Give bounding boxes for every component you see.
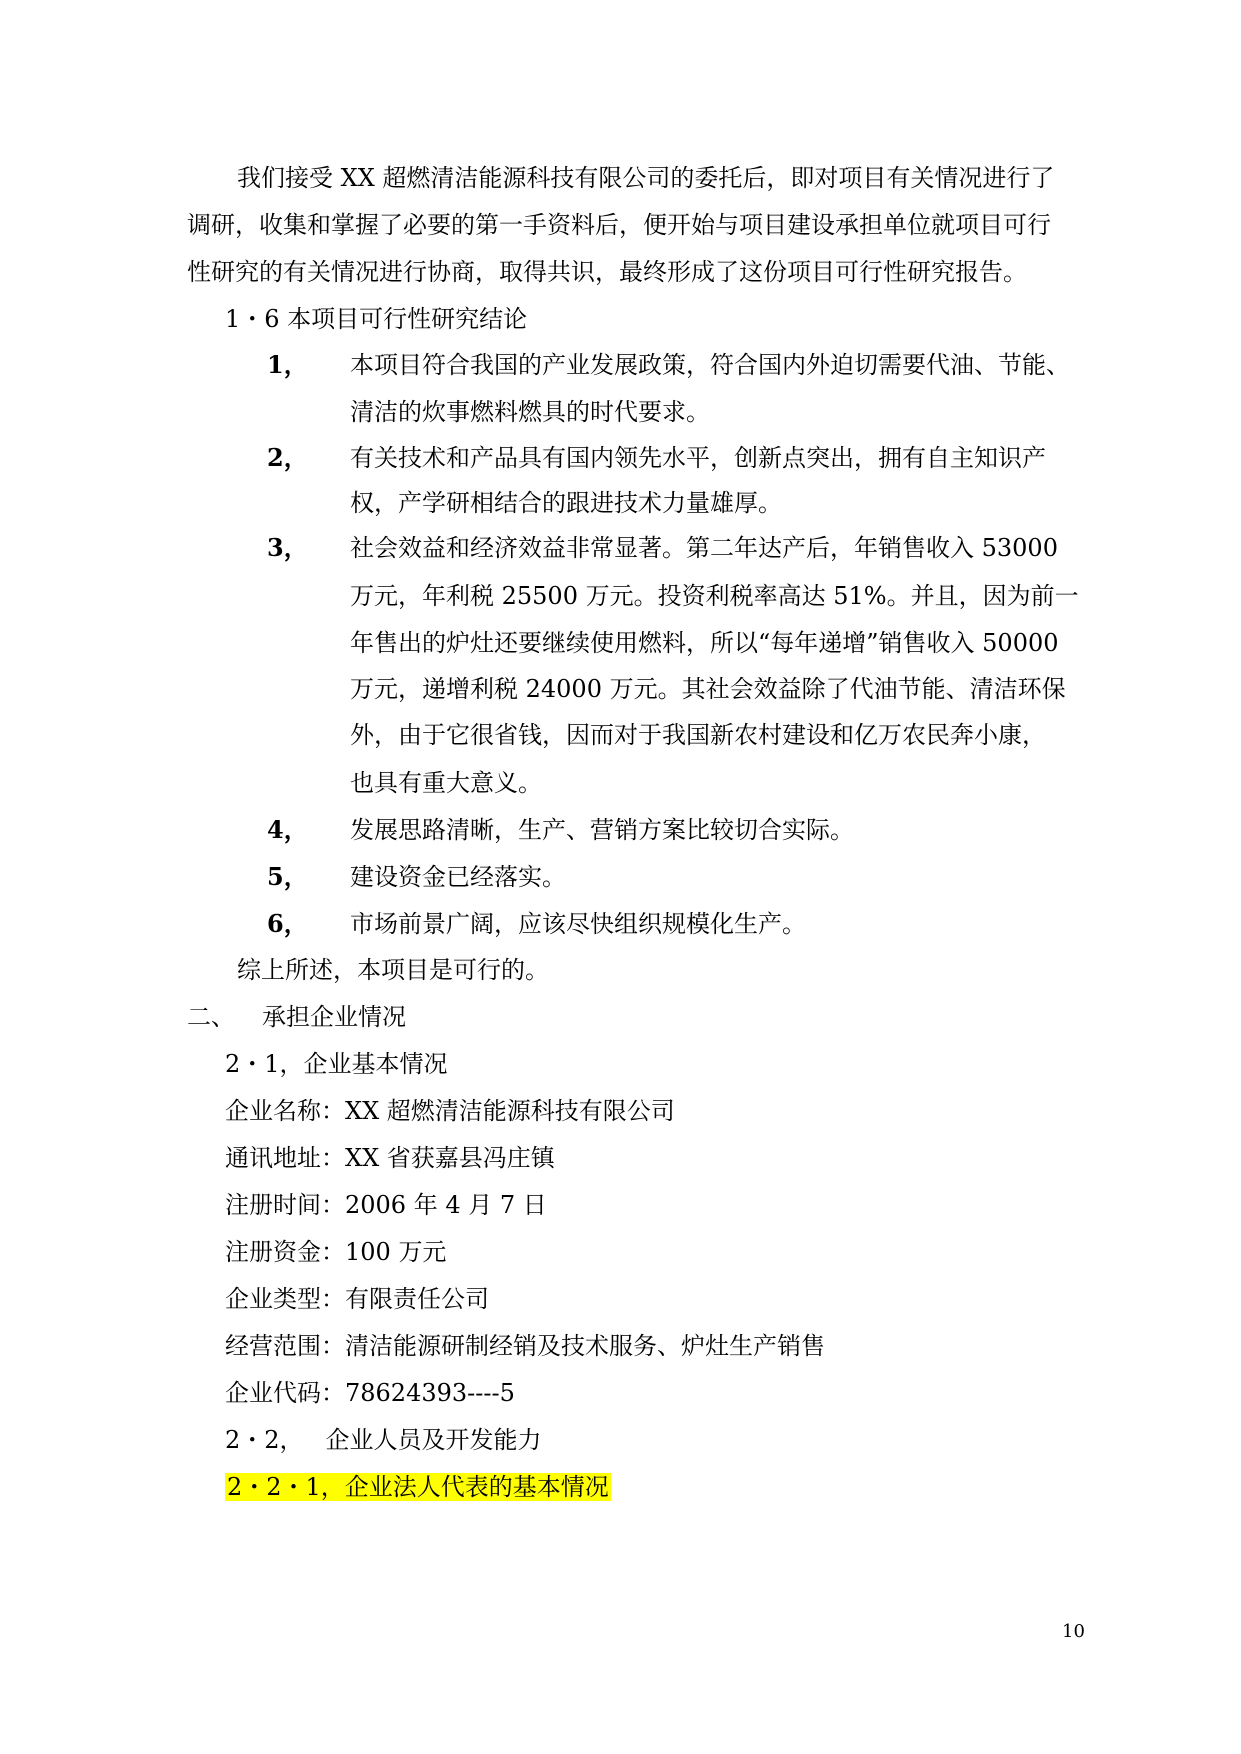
field-label: 通讯地址： [225,1144,345,1172]
section-2-2-title: 企业人员及开发能力 [325,1426,542,1454]
section-2-title: 承担企业情况 [262,1003,406,1031]
field-registered-capital [225,1227,446,1277]
field-business-scope [225,1321,825,1371]
page-number: 10 [1062,1621,1085,1642]
item-3-line-4: 万元，递增利税 24000 万元。其社会效益除了代油节能、清洁环保 [350,675,1066,703]
field-label: 企业名称： [225,1097,345,1125]
item-6-line-1: 市场前景广阔，应该尽快组织规模化生产。 [350,910,806,938]
field-registration-date [225,1180,547,1230]
section-2-number: 二、 [187,1003,235,1031]
field-label: 经营范围： [225,1332,345,1360]
item-5-number: 5， [267,862,308,891]
field-company-name [225,1086,675,1136]
item-2-number: 2， [267,443,308,472]
intro-line-2: 调研，收集和掌握了必要的第一手资料后，便开始与项目建设承担单位就项目可行 [187,211,1051,239]
item-3-number: 3， [267,533,308,562]
field-value: 清洁能源研制经销及技术服务、炉灶生产销售 [345,1332,825,1360]
field-value: XX 省获嘉县冯庄镇 [345,1144,555,1172]
intro-line-1: 我们接受 XX 超燃清洁能源科技有限公司的委托后，即对项目有关情况进行了 [237,164,1055,192]
section-2-1-heading: 2・1，企业基本情况 [225,1050,448,1078]
item-5-line-1: 建设资金已经落实。 [350,863,566,891]
item-2-line-1: 有关技术和产品具有国内领先水平，创新点突出，拥有自主知识产 [350,444,1046,472]
item-3-line-3: 年售出的炉灶还要继续使用燃料，所以“每年递增”销售收入 50000 [350,629,1059,657]
item-6-number: 6， [267,909,308,938]
field-company-code [225,1368,515,1418]
field-value: XX 超燃清洁能源科技有限公司 [345,1097,675,1125]
field-label: 企业类型： [225,1285,345,1313]
field-value: 有限责任公司 [345,1285,489,1313]
item-4-number: 4， [267,815,308,844]
item-3-line-6: 也具有重大意义。 [350,769,542,797]
summary-line: 综上所述，本项目是可行的。 [237,956,549,984]
item-2-line-2: 权，产学研相结合的跟进技术力量雄厚。 [350,489,782,517]
field-label: 注册时间： [225,1191,345,1219]
intro-line-3: 性研究的有关情况进行协商，取得共识，最终形成了这份项目可行性研究报告。 [187,258,1027,286]
field-label: 注册资金： [225,1238,345,1266]
section-1-6-heading: 1・6 本项目可行性研究结论 [225,305,528,333]
field-address [225,1133,555,1183]
field-value: 2006 年 4 月 7 日 [345,1191,547,1219]
section-2-2-1-heading [225,1462,611,1512]
item-1-number: 1， [267,350,308,379]
item-3-line-1: 社会效益和经济效益非常显著。第二年达产后，年销售收入 53000 [350,534,1058,562]
item-3-line-2: 万元，年利税 25500 万元。投资利税率高达 51%。并且，因为前一 [350,582,1079,610]
highlighted-heading: 2・2・1，企业法人代表的基本情况 [227,1473,609,1501]
item-4-line-1: 发展思路清晰，生产、营销方案比较切合实际。 [350,816,854,844]
field-label: 企业代码： [225,1379,345,1407]
section-2-2-number: 2・2， [225,1426,304,1454]
section-2-2-heading [225,1415,542,1465]
field-company-type [225,1274,489,1324]
item-1-line-2: 清洁的炊事燃料燃具的时代要求。 [350,398,710,426]
item-3-line-5: 外，由于它很省钱，因而对于我国新农村建设和亿万农民奔小康， [350,721,1046,749]
item-1-line-1: 本项目符合我国的产业发展政策，符合国内外迫切需要代油、节能、 [350,351,1070,379]
field-value: 78624393----5 [345,1379,515,1407]
field-value: 100 万元 [345,1238,447,1266]
